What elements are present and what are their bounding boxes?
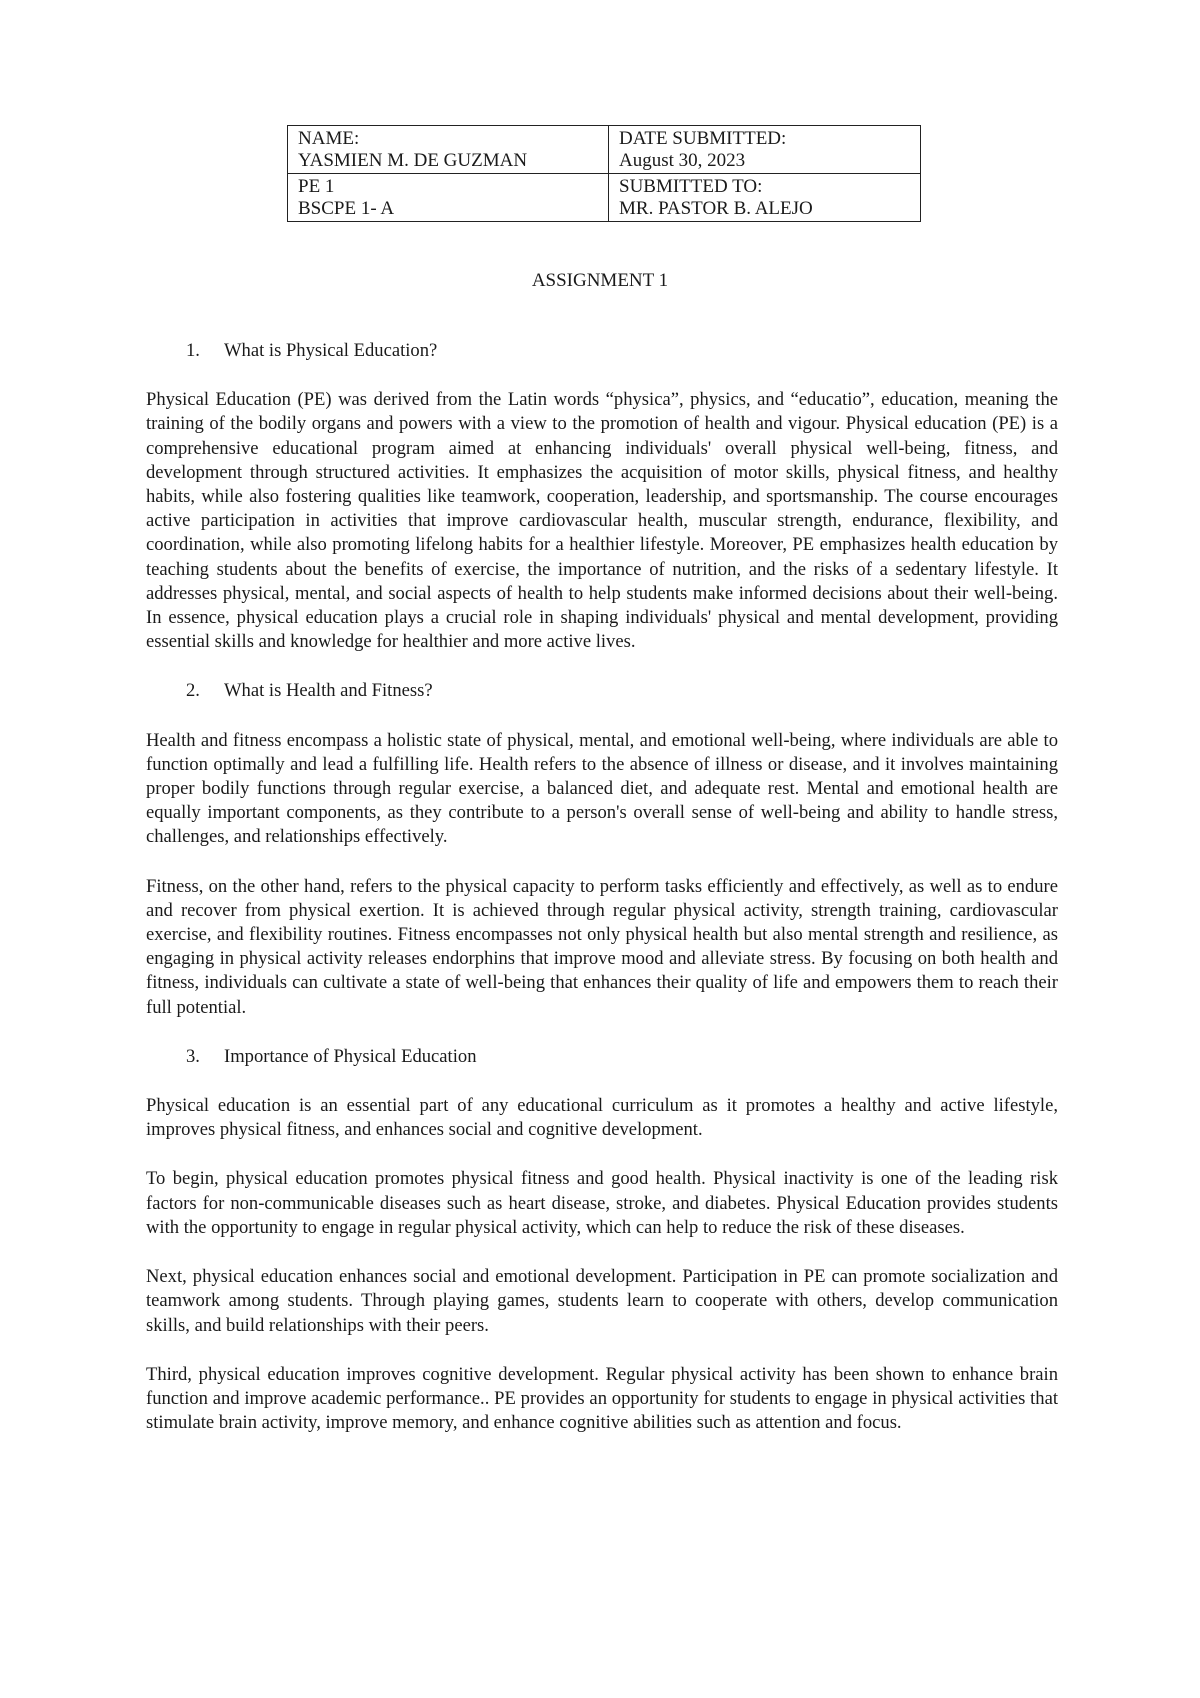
question-number: 2.: [186, 680, 200, 702]
document-body: [146, 339, 1058, 1460]
submitted-to-label: SUBMITTED TO:: [619, 176, 763, 197]
answer-paragraph: Third, physical education improves cognitive development. Regular physical activity has been shown to enhance brain function and improve academic performance.. PE provides an opportunity for students to engage in physical activities that stimulate brain activity, improve memory, and enhance cognitive abilities such as attention and focus.: [146, 1363, 1058, 1434]
student-info-table: [287, 125, 921, 222]
date-cell: [609, 126, 921, 174]
name-label: NAME:: [298, 128, 360, 149]
answer-paragraph: Health and fitness encompass a holistic state of physical, mental, and emotional well-being, where individuals are able to function optimally and lead a fulfilling life. Health refers to the absence of illness or disease, and it involves maintaining proper bodily functions through regular exercise, a balanced diet, and adequate rest. Mental and emotional health are equally important components, as they contribute to a person's overall sense of well-being and ability to handle stress, challenges, and relationships effectively.: [146, 729, 1058, 848]
answer-paragraph: Physical education is an essential part of any educational curriculum as it promotes a healthy and active lifestyle, improves physical fitness, and enhances social and cognitive development.: [146, 1095, 1058, 1141]
answer-paragraph: To begin, physical education promotes physical fitness and good health. Physical inactivity is one of the leading risk factors for non-communicable diseases such as heart disease, stroke, and diabetes. Physical Education provides students with the opportunity to engage in regular physical activity, which can help to reduce the risk of these diseases.: [146, 1168, 1058, 1238]
subject-value: PE 1: [298, 176, 335, 197]
question-number: 1.: [186, 340, 200, 361]
answer-paragraph: Physical Education (PE) was derived from the Latin words “physica”, physics, and “educatio”, education, meaning the training of the bodily organs and powers with a view to the promotion of health and vigour. Physical education (PE) is a comprehensive educational program aimed at enhancing individuals' overall physical well-being, fitness, and development through structured activities. It emphasizes the acquisition of motor skills, physical fitness, and healthy habits, while also fostering qualities like teamwork, cooperation, leadership, and sportsmanship. The course encourages active participation in activities that improve cardiovascular health, muscular strength, endurance, flexibility, and coordination, while also promoting lifelong habits for a healthier lifestyle. Moreover, PE emphasizes health education by teaching students about the benefits of exercise, the importance of nutrition, and the risks of a sedentary lifestyle. It addresses physical, mental, and social aspects of health to help students make informed decisions about their well-being. In essence, physical education plays a crucial role in shaping individuals' physical and mental development, providing essential skills and knowledge for healthier and more active lives.: [146, 389, 1058, 653]
course-cell: [288, 174, 609, 222]
section-value: BSCPE 1- A: [298, 198, 395, 219]
date-label: DATE SUBMITTED:: [619, 128, 787, 149]
question-heading: [146, 679, 1058, 703]
date-value: August 30, 2023: [619, 150, 746, 171]
table-row: [288, 126, 921, 174]
assignment-title: ASSIGNMENT 1: [531, 270, 669, 291]
question-number: 3.: [186, 1045, 200, 1067]
table-row: [288, 174, 921, 222]
name-value: YASMIEN M. DE GUZMAN: [298, 150, 528, 171]
question-heading: [146, 1045, 1058, 1069]
question-heading: [146, 339, 1058, 363]
answer-paragraph: Fitness, on the other hand, refers to the physical capacity to perform tasks efficiently and effectively, as well as to endure and recover from physical exertion. It is achieved through regular physical activity, strength training, cardiovascular exercise, and flexibility routines. Fitness encompasses not only physical health but also mental strength and resilience, as engaging in physical activity releases endorphins that improve mood and alleviate stress. By focusing on both health and fitness, individuals can cultivate a state of well-being that enhances their quality of life and empowers them to reach their full potential.: [146, 875, 1058, 1018]
name-cell: [288, 126, 609, 174]
question-text: Importance of Physical Education: [224, 1045, 477, 1067]
submitted-to-cell: [609, 174, 921, 222]
question-text: What is Health and Fitness?: [224, 680, 433, 702]
answer-paragraph: Next, physical education enhances social and emotional development. Participation in PE can promote socialization and teamwork among students. Through playing games, students learn to cooperate with others, develop communication skills, and build relationships with their peers.: [146, 1266, 1058, 1336]
question-text: What is Physical Education?: [224, 340, 438, 361]
submitted-to-value: MR. PASTOR B. ALEJO: [619, 198, 813, 219]
